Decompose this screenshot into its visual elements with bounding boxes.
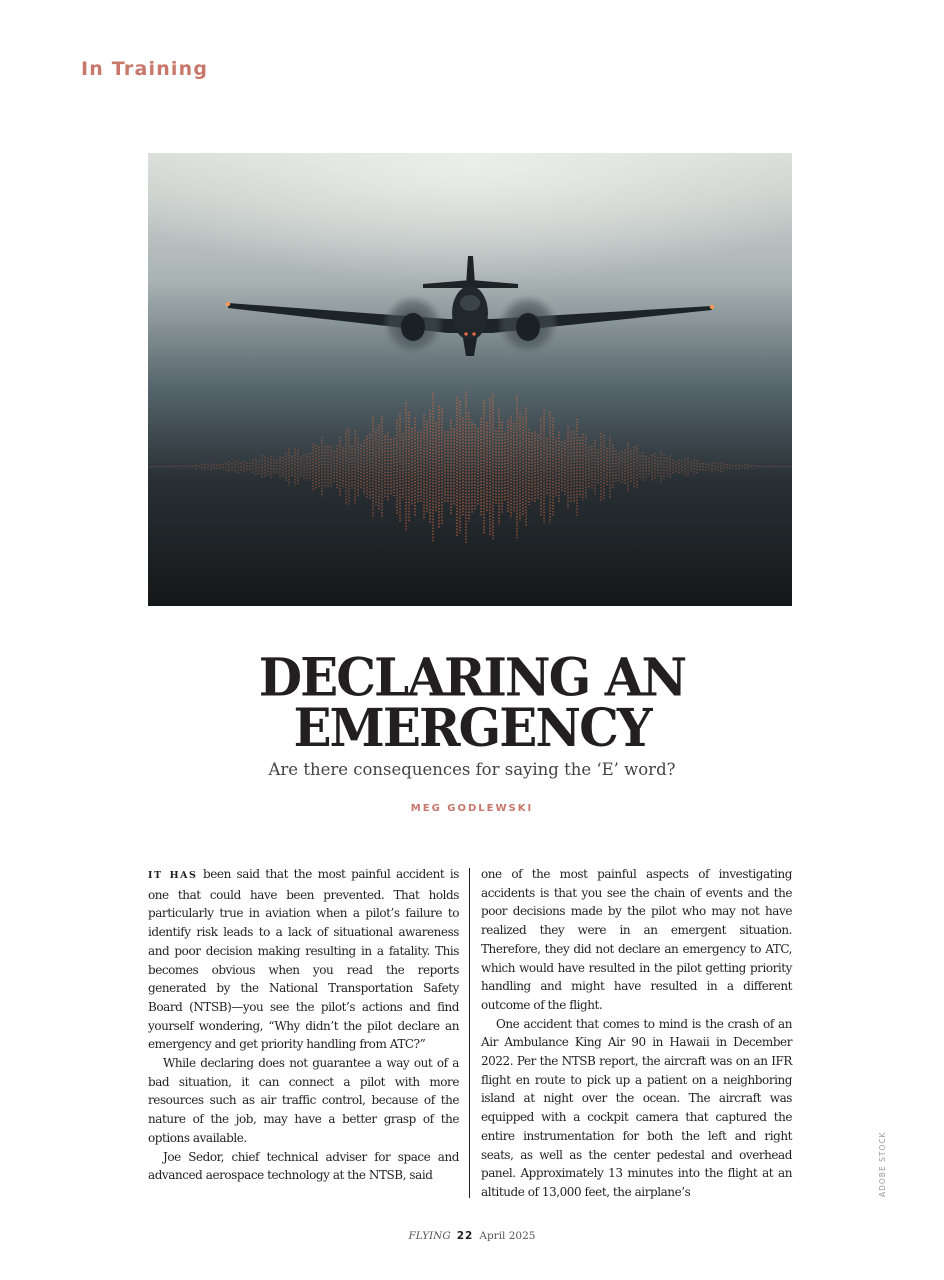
paragraph: While declaring does not guarantee a way out of a bad situation, it can connect a pilot with more resources such as air traffic control, because of the nature of the job, may have a better grasp of the options available. [148, 1056, 459, 1145]
lead-in: IT HAS [148, 870, 198, 881]
hero-image [148, 153, 792, 606]
headline [0, 646, 944, 759]
hero-illustration [148, 153, 792, 606]
headline-line-2: EMERGENCY [293, 696, 651, 759]
headline-line-1: DECLARING AN [258, 646, 686, 709]
column-divider [469, 868, 470, 1198]
byline: MEG GODLEWSKI [410, 803, 534, 814]
paragraph: One accident that comes to mind is the crash of an Air Ambulance King Air 90 in Hawaii in December 2022. Per the NTSB report, the aircraft was on an IFR flight en route to pick up a patient on a neighboring island at night over the ocean. The aircraft was equipped with a cockpit camera that captured the entire instrumentation for both the left and right seats, as well as the center pedestal and overhead panel. Approximately 13 minutes into the flight at an altitude of 13,000 feet, the airplane’s [481, 1016, 792, 1199]
article-column-left [148, 865, 459, 1185]
magazine-name: FLYING [408, 1230, 451, 1242]
article-column-right [481, 865, 792, 1202]
section-tag: In Training [81, 58, 209, 80]
page-footer [0, 1230, 944, 1242]
dek: Are there consequences for saying the ‘E’ word? [268, 760, 676, 779]
issue-date: April 2025 [479, 1230, 536, 1242]
paragraph [148, 865, 459, 1054]
paragraph: one of the most painful aspects of investigating accidents is that you see the chain of events and the poor decisions made by the pilot who may not have realized they were in an emergent situation. Therefore, they did not declare an emergency to ATC, which would have resulted in the pilot getting priority handling and might have resulted in a different outcome of the flight. [481, 867, 792, 1012]
paragraph: Joe Sedor, chief technical adviser for space and advanced aerospace technology at the NTSB, said [148, 1149, 459, 1183]
paragraph-text: been said that the most painful accident is one that could have been prevented. That holds particularly true in aviation when a pilot’s failure to identify risk leads to a lack of situational awareness and poor decision making resulting in a fatality. This becomes obvious when you read the reports generated by the National Transportation Safety Board (NTSB)—you see the pilot’s actions and find yourself wondering, “Why didn’t the pilot declare an emergency and get priority handling from ATC?” [148, 867, 459, 1052]
photo-credit: ADOBE STOCK [878, 1131, 887, 1197]
page-number: 22 [456, 1230, 474, 1242]
